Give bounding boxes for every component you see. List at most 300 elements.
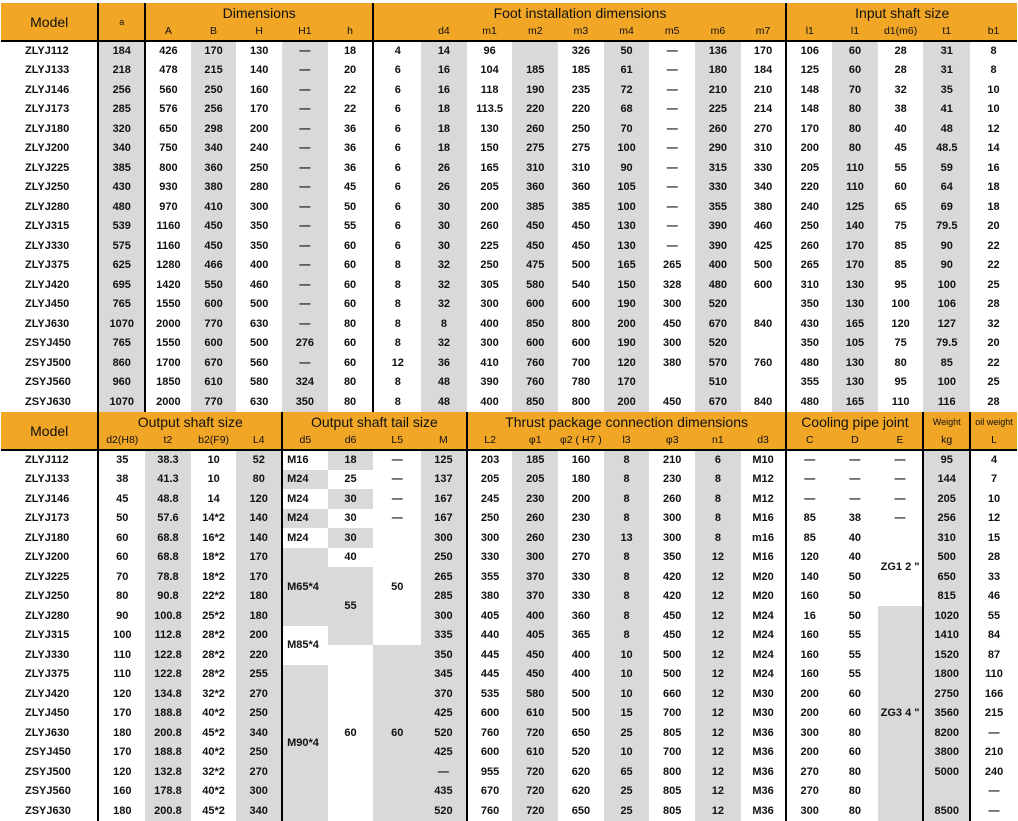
value-cell: —	[282, 314, 328, 334]
value-cell: 310	[741, 139, 787, 159]
value-cell: 210	[695, 80, 741, 100]
value-cell: 475	[512, 256, 558, 276]
value-cell: 365	[558, 626, 604, 646]
value-cell: 85	[878, 256, 924, 276]
value-cell: 160	[786, 665, 832, 685]
value-cell: 180	[98, 723, 145, 743]
value-cell: 20	[970, 217, 1017, 237]
value-cell: 26	[421, 158, 467, 178]
value-cell: 8	[373, 256, 421, 276]
d5-cell: M16	[282, 450, 328, 470]
column-header-l1: l1	[832, 22, 878, 41]
model-cell: ZLYJ200	[1, 548, 98, 568]
value-cell: 60	[328, 256, 374, 276]
value-cell: 15	[604, 704, 650, 724]
value-cell: 265	[421, 567, 467, 587]
value-cell: 450	[649, 606, 695, 626]
model-cell: ZLYJ420	[1, 275, 98, 295]
value-cell: 170	[832, 256, 878, 276]
value-cell: 450	[191, 217, 237, 237]
value-cell: 275	[512, 139, 558, 159]
value-cell: 8200	[923, 723, 970, 743]
value-cell: 650	[558, 723, 604, 743]
model-cell: ZSYJ500	[1, 353, 98, 373]
value-cell: 12	[695, 762, 741, 782]
value-cell: 10	[191, 450, 237, 470]
value-cell: M30	[741, 704, 787, 724]
value-cell: 260	[512, 528, 558, 548]
value-cell: 6	[373, 158, 421, 178]
value-cell: 20	[328, 61, 374, 81]
value-cell: 10	[604, 743, 650, 763]
header-dimensions: Dimensions	[145, 3, 373, 22]
value-cell: 18	[328, 41, 374, 61]
header-cooling-pipe: Cooling pipe joint	[786, 412, 923, 431]
value-cell: 100	[923, 373, 970, 393]
value-cell: 185	[512, 450, 558, 470]
value-cell: 64	[923, 178, 970, 198]
value-cell: 90	[923, 256, 970, 276]
table-row	[1, 119, 1017, 139]
value-cell: 8	[373, 334, 421, 354]
l5-cell: —	[373, 470, 421, 490]
value-cell: 620	[558, 762, 604, 782]
value-cell: 256	[191, 100, 237, 120]
value-cell: 760	[512, 373, 558, 393]
model-cell: ZLYJ375	[1, 256, 98, 276]
value-cell: 40	[832, 548, 878, 568]
value-cell: 45*2	[191, 801, 237, 821]
value-cell: 480	[786, 392, 832, 412]
value-cell: 310	[923, 528, 970, 548]
value-cell: 600	[191, 295, 237, 315]
value-cell: 220	[512, 100, 558, 120]
value-cell: 480	[786, 353, 832, 373]
column-header-a: A	[145, 22, 191, 41]
value-cell: 10	[970, 489, 1017, 509]
value-cell: 225	[467, 236, 513, 256]
value-cell: 16	[421, 80, 467, 100]
column-header-l: L	[970, 431, 1017, 450]
value-cell: M36	[741, 762, 787, 782]
table-row	[1, 489, 1017, 509]
d6-cell: 30	[328, 509, 374, 529]
value-cell: —	[282, 217, 328, 237]
value-cell: 520	[558, 743, 604, 763]
value-cell: 160	[98, 782, 145, 802]
value-cell: 80	[832, 139, 878, 159]
header-model: Model	[1, 3, 98, 41]
value-cell: 695	[98, 275, 145, 295]
value-cell: 38.3	[145, 450, 191, 470]
value-cell: 510	[695, 373, 741, 393]
value-cell: 32*2	[191, 762, 237, 782]
value-cell: 500	[236, 334, 282, 354]
value-cell: 8	[695, 470, 741, 490]
value-cell: 28	[970, 392, 1017, 412]
value-cell: 300	[467, 295, 513, 315]
value-cell: —	[282, 158, 328, 178]
value-cell: 68.8	[145, 548, 191, 568]
value-cell: 140	[236, 509, 282, 529]
value-cell: 760	[512, 353, 558, 373]
value-cell: 3560	[923, 704, 970, 724]
value-cell: 167	[421, 509, 467, 529]
e-cell: ZG1 2 "	[878, 528, 924, 606]
value-cell: 40	[878, 119, 924, 139]
value-cell: —	[649, 236, 695, 256]
table-row	[1, 373, 1017, 393]
value-cell: 435	[421, 782, 467, 802]
value-cell: 765	[98, 334, 145, 354]
value-cell: 355	[695, 197, 741, 217]
value-cell: 230	[649, 470, 695, 490]
value-cell: 770	[191, 314, 237, 334]
column-header-l3: l3	[604, 431, 650, 450]
value-cell: 125	[832, 197, 878, 217]
value-cell: 180	[695, 61, 741, 81]
e-cell: —	[878, 509, 924, 529]
value-cell: 12	[695, 684, 741, 704]
value-cell: 800	[145, 158, 191, 178]
model-cell: ZSYJ560	[1, 782, 98, 802]
value-cell: 200	[467, 197, 513, 217]
value-cell: 300	[421, 528, 467, 548]
value-cell: 48.8	[145, 489, 191, 509]
value-cell: 80	[328, 314, 374, 334]
value-cell: 110	[98, 665, 145, 685]
value-cell: 580	[512, 684, 558, 704]
value-cell: 720	[512, 782, 558, 802]
value-cell: 10	[191, 470, 237, 490]
value-cell: 33	[970, 567, 1017, 587]
value-cell: 28*2	[191, 645, 237, 665]
column-header-h: H	[236, 22, 282, 41]
value-cell: 15	[970, 528, 1017, 548]
value-cell: 205	[512, 470, 558, 490]
value-cell: 400	[558, 665, 604, 685]
value-cell: 170	[98, 704, 145, 724]
model-cell: ZLYJ146	[1, 80, 98, 100]
value-cell: 350	[649, 548, 695, 568]
value-cell: 30	[421, 217, 467, 237]
value-cell: 170	[741, 41, 787, 61]
value-cell: 700	[649, 704, 695, 724]
value-cell: 760	[467, 723, 513, 743]
value-cell: 360	[558, 606, 604, 626]
value-cell: 326	[558, 41, 604, 61]
value-cell: 520	[695, 295, 741, 315]
value-cell: 38	[832, 509, 878, 529]
value-cell: 425	[421, 743, 467, 763]
value-cell: 445	[467, 645, 513, 665]
value-cell: 144	[923, 470, 970, 490]
value-cell: 600	[558, 334, 604, 354]
value-cell: M24	[741, 645, 787, 665]
value-cell: 85	[786, 528, 832, 548]
value-cell: 670	[695, 392, 741, 412]
value-cell: 12	[695, 782, 741, 802]
value-cell: 80	[832, 100, 878, 120]
d5-cell: M24	[282, 489, 328, 509]
value-cell: 14	[191, 489, 237, 509]
value-cell: 360	[512, 178, 558, 198]
value-cell: 165	[832, 314, 878, 334]
value-cell: 165	[467, 158, 513, 178]
value-cell: 250	[236, 158, 282, 178]
value-cell: 330	[558, 587, 604, 607]
value-cell: 110	[970, 665, 1017, 685]
value-cell: 40	[832, 528, 878, 548]
value-cell: 310	[512, 158, 558, 178]
value-cell: 22	[970, 256, 1017, 276]
value-cell: 10	[970, 80, 1017, 100]
value-cell: 25	[604, 782, 650, 802]
value-cell: 40*2	[191, 704, 237, 724]
value-cell: 28*2	[191, 626, 237, 646]
value-cell: —	[282, 61, 328, 81]
value-cell: —	[649, 61, 695, 81]
value-cell: —	[649, 178, 695, 198]
table-row	[1, 645, 1017, 665]
value-cell: 600	[512, 295, 558, 315]
value-cell: —	[282, 275, 328, 295]
value-cell: 122.8	[145, 645, 191, 665]
e-cell: —	[878, 489, 924, 509]
value-cell: 60	[878, 178, 924, 198]
value-cell: 8	[373, 275, 421, 295]
model-cell: ZLYJ280	[1, 197, 98, 217]
value-cell: 12	[695, 665, 741, 685]
value-cell: 256	[98, 80, 145, 100]
header-foot-installation: Foot installation dimensions	[373, 3, 786, 22]
value-cell: 425	[741, 236, 787, 256]
value-cell: 285	[421, 587, 467, 607]
d5-cell: M85*4	[282, 626, 328, 665]
column-header-t2: t2	[145, 431, 191, 450]
value-cell: 650	[558, 801, 604, 821]
value-cell: 1280	[145, 256, 191, 276]
table-upper	[1, 3, 1017, 412]
value-cell: 136	[695, 41, 741, 61]
value-cell: 610	[191, 373, 237, 393]
value-cell: 28	[970, 295, 1017, 315]
value-cell: 70	[604, 119, 650, 139]
value-cell: 170	[236, 567, 282, 587]
value-cell: 79.5	[923, 334, 970, 354]
e-cell: —	[878, 470, 924, 490]
value-cell: 450	[649, 314, 695, 334]
d5-cell: M24	[282, 509, 328, 529]
column-header-e: E	[878, 431, 924, 450]
value-cell: 12	[695, 567, 741, 587]
value-cell: 250	[786, 217, 832, 237]
value-cell	[741, 373, 787, 393]
value-cell: 170	[236, 100, 282, 120]
table-lower	[1, 412, 1017, 821]
value-cell: 41.3	[145, 470, 191, 490]
e-cell: —	[878, 450, 924, 470]
value-cell: 130	[604, 217, 650, 237]
value-cell: 305	[467, 275, 513, 295]
model-cell: ZLYJ146	[1, 489, 98, 509]
value-cell: 180	[558, 470, 604, 490]
header-input-shaft: Input shaft size	[786, 3, 1017, 22]
value-cell: 120	[98, 684, 145, 704]
value-cell: 132.8	[145, 762, 191, 782]
value-cell: 41	[923, 100, 970, 120]
value-cell: —	[970, 782, 1017, 802]
value-cell: 8	[604, 626, 650, 646]
value-cell: 32*2	[191, 684, 237, 704]
value-cell: 70	[832, 80, 878, 100]
value-cell: 80	[832, 723, 878, 743]
value-cell: 1550	[145, 295, 191, 315]
value-cell: 200	[236, 119, 282, 139]
value-cell: 240	[236, 139, 282, 159]
model-cell: ZLYJ180	[1, 528, 98, 548]
value-cell: 160	[558, 450, 604, 470]
column-header-blank	[373, 22, 421, 41]
value-cell: 480	[695, 275, 741, 295]
model-cell: ZLYJ173	[1, 509, 98, 529]
value-cell: 240	[970, 762, 1017, 782]
model-cell: ZLYJ630	[1, 314, 98, 334]
value-cell: 265	[786, 256, 832, 276]
table-row	[1, 158, 1017, 178]
value-cell: 8	[695, 509, 741, 529]
value-cell	[512, 41, 558, 61]
model-cell: ZLYJ180	[1, 119, 98, 139]
table-row	[1, 567, 1017, 587]
value-cell: 130	[832, 353, 878, 373]
value-cell: —	[282, 295, 328, 315]
value-cell: 105	[832, 334, 878, 354]
table-row	[1, 392, 1017, 412]
value-cell: 100	[98, 626, 145, 646]
value-cell: 425	[421, 704, 467, 724]
value-cell: 300	[421, 606, 467, 626]
value-cell: 140	[832, 217, 878, 237]
column-header-d: D	[832, 431, 878, 450]
value-cell: 184	[98, 41, 145, 61]
value-cell: 55	[832, 645, 878, 665]
value-cell: 178.8	[145, 782, 191, 802]
model-cell: ZLYJ420	[1, 684, 98, 704]
model-cell: ZLYJ450	[1, 704, 98, 724]
value-cell: —	[649, 41, 695, 61]
value-cell: 12	[695, 548, 741, 568]
value-cell: M36	[741, 723, 787, 743]
value-cell: 200	[786, 684, 832, 704]
value-cell: 625	[98, 256, 145, 276]
column-header-m2: m2	[512, 22, 558, 41]
table-row	[1, 178, 1017, 198]
value-cell: 120	[604, 353, 650, 373]
table-row	[1, 743, 1017, 763]
value-cell: 25*2	[191, 606, 237, 626]
value-cell: 188.8	[145, 704, 191, 724]
value-cell: 300	[786, 801, 832, 821]
value-cell: 215	[970, 704, 1017, 724]
value-cell: 480	[98, 197, 145, 217]
value-cell: 270	[741, 119, 787, 139]
value-cell: 55	[970, 606, 1017, 626]
value-cell: 45	[328, 178, 374, 198]
value-cell: 18*2	[191, 567, 237, 587]
table-row	[1, 782, 1017, 802]
value-cell: 450	[649, 392, 695, 412]
value-cell: 12	[695, 723, 741, 743]
value-cell: 32	[421, 275, 467, 295]
value-cell: 700	[558, 353, 604, 373]
value-cell: 16	[421, 61, 467, 81]
value-cell: 8500	[923, 801, 970, 821]
table-row	[1, 606, 1017, 626]
value-cell: 580	[512, 275, 558, 295]
table-row	[1, 139, 1017, 159]
value-cell: 120	[236, 489, 282, 509]
value-cell: 14*2	[191, 509, 237, 529]
value-cell: 70	[98, 567, 145, 587]
value-cell: 3800	[923, 743, 970, 763]
value-cell: —	[832, 489, 878, 509]
value-cell: 85	[923, 353, 970, 373]
value-cell: 500	[741, 256, 787, 276]
value-cell: 60	[328, 275, 374, 295]
value-cell: 250	[467, 509, 513, 529]
value-cell: 260	[695, 119, 741, 139]
d6-cell: 60	[328, 645, 374, 821]
header-oil-weight: oil weight	[970, 412, 1017, 431]
column-header-b: B	[191, 22, 237, 41]
model-cell: ZLYJ200	[1, 139, 98, 159]
d6-cell: 18	[328, 450, 374, 470]
value-cell: 250	[467, 256, 513, 276]
value-cell: 130	[604, 236, 650, 256]
value-cell: 20	[970, 334, 1017, 354]
value-cell: M20	[741, 587, 787, 607]
column-header-b1: b1	[970, 22, 1017, 41]
value-cell: 12	[695, 704, 741, 724]
value-cell: 250	[191, 80, 237, 100]
value-cell: 12	[695, 606, 741, 626]
value-cell: M10	[741, 450, 787, 470]
model-cell: ZSYJ450	[1, 743, 98, 763]
value-cell: 400	[467, 314, 513, 334]
value-cell: 50	[832, 587, 878, 607]
model-cell: ZLYJ330	[1, 645, 98, 665]
value-cell: 670	[467, 782, 513, 802]
value-cell: 800	[558, 314, 604, 334]
value-cell: 8	[695, 528, 741, 548]
value-cell: 720	[512, 723, 558, 743]
value-cell: 328	[649, 275, 695, 295]
value-cell: 426	[145, 41, 191, 61]
value-cell: 90.8	[145, 587, 191, 607]
table-row	[1, 353, 1017, 373]
value-cell: 12	[695, 645, 741, 665]
column-header-d5: d5	[282, 431, 328, 450]
value-cell: —	[282, 139, 328, 159]
l5-cell: —	[373, 509, 421, 529]
value-cell: 500	[558, 256, 604, 276]
value-cell: 670	[191, 353, 237, 373]
value-cell	[741, 295, 787, 315]
table-row	[1, 723, 1017, 743]
value-cell: 10	[604, 645, 650, 665]
value-cell: 350	[421, 645, 467, 665]
